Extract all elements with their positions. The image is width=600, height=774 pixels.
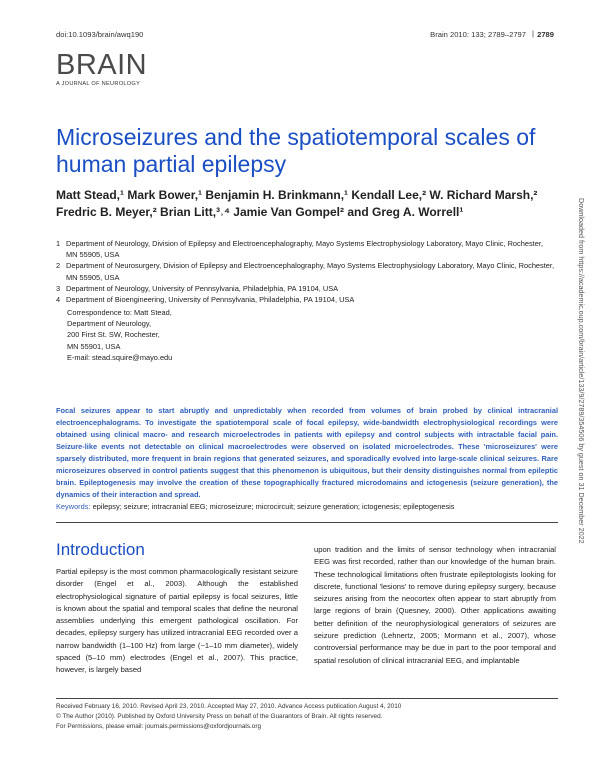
affiliation-item xyxy=(56,238,556,260)
keywords-list: epilepsy; seizure; intracranial EEG; microseizure; microcircuit; seizure generation; ictogenesis; epileptogenesis xyxy=(92,502,455,511)
journal-citation: Brain 2010: 133; 2789–2797 xyxy=(430,30,526,39)
correspondence-line: 200 First St. SW, Rochester, xyxy=(67,330,160,340)
affiliation-text: Department of Neurology, University of Pennsylvania, Philadelphia, PA 19104, USA xyxy=(66,283,339,293)
correspondence-line: Correspondence to: Matt Stead, xyxy=(67,308,172,317)
affiliation-text: Department of Neurology, Division of Epilepsy and Electroencephalography, Mayo Systems Electrophysiology Laboratory, Mayo Clinic, Rochester, MN 55905, USA xyxy=(66,239,543,260)
keywords-label: Keywords: xyxy=(56,502,91,511)
section-divider xyxy=(56,522,558,523)
affiliation-number: 2 xyxy=(56,261,61,271)
keywords xyxy=(56,502,558,511)
author-list: Matt Stead,¹ Mark Bower,¹ Benjamin H. Brinkmann,¹ Kendall Lee,² W. Richard Marsh,² Fredric B. Meyer,² Brian Litt,³˒⁴ Jamie Van Gompel² and Greg A. Worrell¹ xyxy=(56,188,538,219)
abstract: Focal seizures appear to start abruptly and unpredictably when recorded from volumes of brain probed by clinical intracranial electroencephalograms. To investigate the spatiotemporal scale of focal epilepsy, wide-bandwidth electrophysiological recordings were obtained using clinical macro- and research microelectrodes in patients with epilepsy and control subjects with intractable facial pain. Seizure-like events not detectable on clinical macroelectrodes were observed on isolated microelectrodes. These 'microseizures' were sparsely distributed, more frequent in brain regions that generated seizures, and sporadically evolved into large-scale clinical seizures. Rare microseizures observed in control patients suggest that this phenomenon is ubiquitous, but their density distinguishes normal from epileptic brain. Epileptogenesis may involve the creation of these topographically fractured microdomains and ictogenesis (seizure generation), the dynamics of their interaction and spread. xyxy=(56,406,558,499)
correspondence-line: Department of Neurology, xyxy=(67,319,152,329)
affiliation-item xyxy=(56,283,556,294)
journal-subtitle: A JOURNAL OF NEUROLOGY xyxy=(56,81,141,87)
journal-name: BRAIN xyxy=(56,49,148,81)
page-number: 2789 xyxy=(537,30,554,39)
running-header xyxy=(56,30,554,42)
copyright-notice: © The Author (2010). Published by Oxford University Press on behalf of the Guarantors of Brain. All rights reserved. xyxy=(56,713,383,721)
affiliations xyxy=(56,238,556,305)
affiliation-number: 4 xyxy=(56,295,61,305)
publication-footer xyxy=(56,702,558,733)
footer-divider xyxy=(56,698,558,699)
intro-paragraph: Partial epilepsy is the most common pharmacologically resistant seizure disorder (Engel et al., 2003). Although the established electrophysiological signature of partial epilepsy is focal seizures, little is known about the spatial and temporal scales that define the neuronal assemblies underlying this emergent pathological oscillation. For decades, epilepsy surgery has utilized intracranial EEG recorded over a narrow bandwidth (1–100 Hz) from large (~1–10 mm diameter), widely spaced (5–10 mm) electrodes (Engel et al., 2007). This practice, however, is largely based xyxy=(56,567,298,675)
affiliation-item xyxy=(56,260,556,282)
correspondence-line: MN 55901, USA xyxy=(67,341,121,351)
affiliation-text: Department of Bioengineering, University of Pennsylvania, Philadelphia, PA 19104, USA xyxy=(66,295,355,305)
body-column-left xyxy=(56,566,298,677)
correspondence-block xyxy=(67,307,172,363)
journal-logo xyxy=(56,50,147,87)
affiliation-number: 3 xyxy=(56,283,61,293)
body-column-right xyxy=(314,544,556,667)
download-watermark: Downloaded from https://academic.oup.com/brain/article/133/9/2789/354506 by guest on 31 December 2022 xyxy=(577,198,586,544)
article-title: Microseizures and the spatiotemporal scales of human partial epilepsy xyxy=(56,124,536,177)
permissions-email[interactable]: For Permissions, please email: journals.permissions@oxfordjournals.org xyxy=(56,723,262,731)
doi-link[interactable]: doi:10.1093/brain/awq190 xyxy=(56,30,144,39)
correspondence-email[interactable]: E-mail: stead.squire@mayo.edu xyxy=(67,352,173,362)
intro-paragraph-continued: upon tradition and the limits of sensor technology when intracranial EEG was first recorded, rather than our knowledge of the human brain. These technological limitations often frustrate epileptologists looking for discrete, functional 'lesions' to remove during epilepsy surgery, because seizures arising from the neocortex often appear to start abruptly from large regions of brain (Quesney, 2000). Other applications awaiting better definition of the neurophysiological generators of seizures are seizure prediction (Lehnertz, 2005; Mormann et al., 2007), whose controversial performance may be due in part to the poor temporal and spatial resolution of clinical intracranial EEG, and implantable xyxy=(314,545,556,665)
received-dates: Received February 16, 2010. Revised April 23, 2010. Accepted May 27, 2010. Advance Access publication August 4, 2010 xyxy=(56,703,402,710)
affiliation-number: 1 xyxy=(56,239,61,248)
section-heading-introduction: Introduction xyxy=(56,540,145,559)
header-separator: | xyxy=(532,29,534,38)
affiliation-text: Department of Neurosurgery, Division of Epilepsy and Electroencephalography, Mayo Systems Electrophysiology Laboratory, Mayo Clinic, Rochester, MN 55905, USA xyxy=(66,261,555,282)
affiliation-item xyxy=(56,294,556,305)
